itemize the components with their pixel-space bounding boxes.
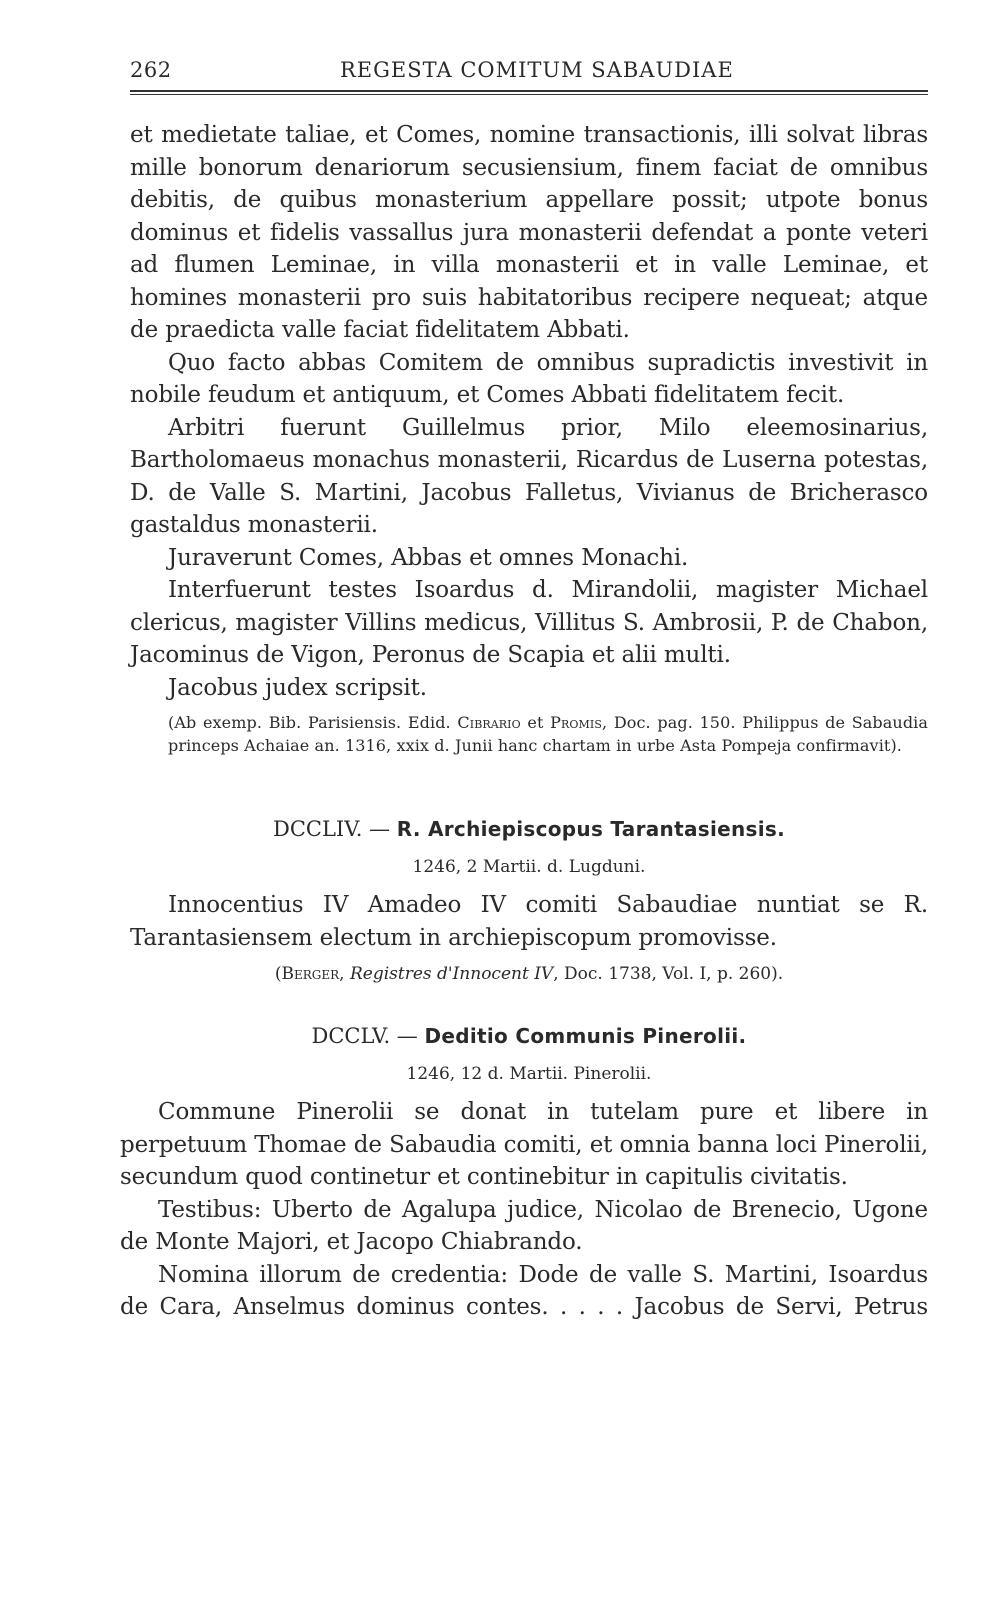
citation-open: ( [274,964,282,984]
editor-promis: Promis [550,713,602,732]
continuation-section [130,119,928,757]
entry-date: 1246, 12 d. Martii. Pinerolii. [406,1064,652,1084]
entry-number: DCCLV. — [311,1024,418,1048]
entry-heading [130,817,928,841]
editor-cibrario: Cibrario [457,713,521,732]
entry-title: R. Archiepiscopus Tarantasiensis. [396,817,785,841]
paragraph-testibus: Testibus: Uberto de Agalupa judice, Nicolao de Brenecio, Ugone de Monte Majori, et Jacopo Chiabrando. [120,1196,928,1255]
citation-work: Registres d'Innocent IV [349,964,554,984]
citation-rest: , Doc. 1738, Vol. I, p. 260). [553,964,784,984]
entry-summary: Innocentius IV Amadeo IV comiti Sabaudiae nuntiat se R. Tarantasiensem electum in archiepiscopum promovisse. [130,892,928,951]
source-note-part-b: et [527,713,544,732]
page-number: 262 [130,58,172,82]
paragraph-scribe: Jacobus judex scripsit. [168,674,427,701]
source-note-part-c: , Doc. pag. 150. Philippus de Sabaudia princeps Achaiae an. 1316, xxix d. Junii hanc chartam in urbe Asta Pompeja confirmavit). [168,713,929,755]
entry-citation [130,962,928,986]
paragraph-witnesses: Interfuerunt testes Isoardus d. Mirandolii, magister Michael clericus, magister Villins medicus, Villitus S. Ambrosii, P. de Chabon, Jacominus de Vigon, Peronus de Scapia et alii multi. [130,577,928,668]
entry-body [120,1096,928,1324]
paragraph-settlement-terms: et medietate taliae, et Comes, nomine transactionis, illi solvat libras mille bonorum denariorum secusiensium, finem faciat de omnibus debitis, de quibus monasterium appellare possit; utpote bonus dominus et fidelis vassallus jura monasterii defendat a ponte veteri ad flumen Leminae, in villa monasterii et in valle Leminae, et homines monasterii pro suis habitatoribus recipere nequeat; atque de praedicta valle faciat fidelitatem Abbati. [130,122,928,343]
entry-heading [130,1024,928,1048]
entry-number: DCCLIV. — [273,817,391,841]
entry-dcclv [120,1024,928,1324]
source-note [130,712,928,757]
entry-date: 1246, 2 Martii. d. Lugduni. [412,857,646,877]
paragraph-juraverunt: Juraverunt Comes, Abbas et omnes Monachi. [168,544,689,571]
header-rule [130,90,928,95]
source-note-part-a: (Ab exemp. Bib. Parisiensis. Edid. [168,713,451,732]
entry-title: Deditio Communis Pinerolii. [424,1024,747,1048]
citation-author: Berger [281,964,340,984]
paragraph-credentia: Nomina illorum de credentia: Dode de valle S. Martini, Isoardus de Cara, Anselmus dominus contes. . . . . Jacobus de Servi, Petrus [120,1261,928,1320]
paragraph-arbitri: Arbitri fuerunt Guillelmus prior, Milo eleemosinarius, Bartholomaeus monachus monasterii, Ricardus de Luserna potestas, D. de Valle S. Martini, Jacobus Falletus, Vivianus de Bricherasco gastaldus monasterii. [130,414,928,538]
paragraph-investiture: Quo facto abbas Comitem de omnibus supradictis investivit in nobile feudum et antiquum, et Comes Abbati fidelitatem fecit. [130,349,928,408]
citation-sep: , [339,964,345,984]
entry-dccliv [130,817,928,986]
running-title: REGESTA COMITUM SABAUDIAE [340,58,734,82]
running-header [130,58,928,88]
paragraph-donation: Commune Pinerolii se donat in tutelam pure et libere in perpetuum Thomae de Sabaudia comiti, et omnia banna loci Pinerolii, secundum quod continetur et continebitur in capitulis civitatis. [120,1099,928,1190]
